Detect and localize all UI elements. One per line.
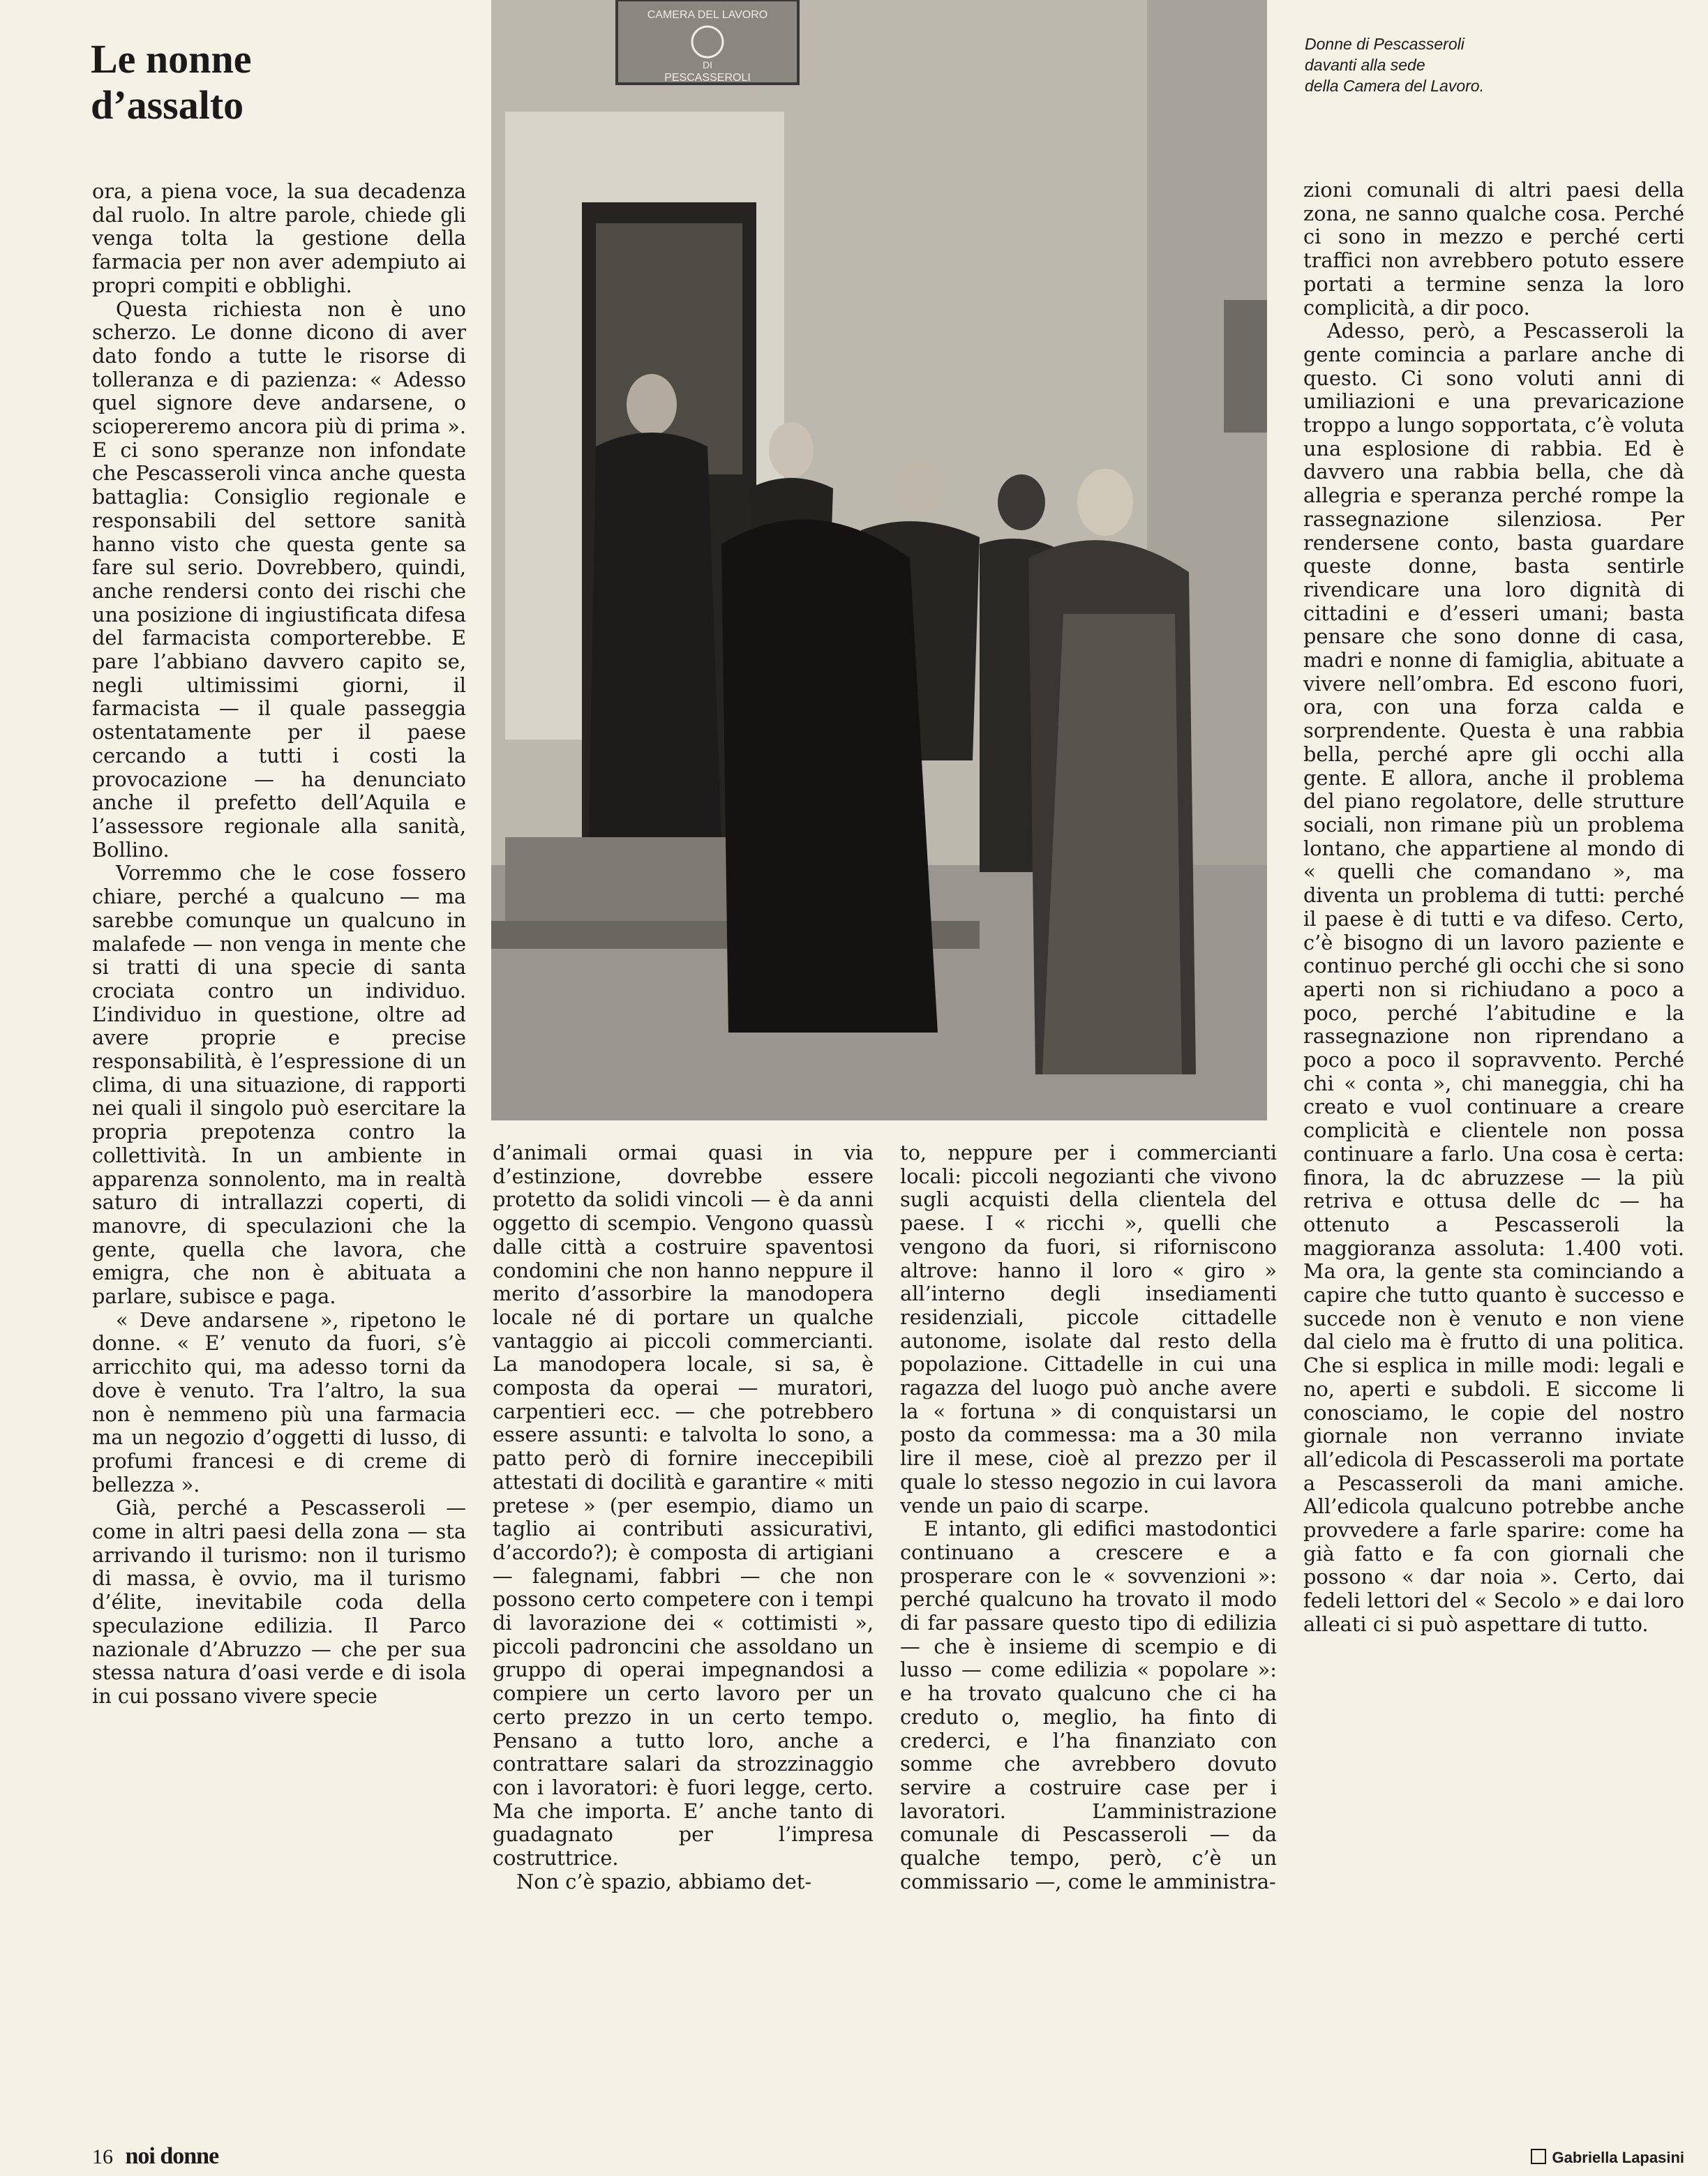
photo-illustration <box>491 0 1267 1120</box>
paragraph: d’animali ormai quasi in via d’estinzione, dovrebbe essere protetto da solidi vincoli — è da anni oggetto di scempio. Vengono quassù dalle città a costruire spaventosi condomini che non hanno neppure il merito d’assorbire la manodopera locale né di portare un qualche vantaggio ai piccoli commercianti. La manodopera locale, si sa, è composta da operai — muratori, carpentieri ecc. — che potrebbero essere assunti: e talvolta lo sono, a patto però di fornire ineccepibili attestati di docilità e garantire « miti pretese » (per esempio, diamo un taglio ai contributi assicurativi, d’accordo?); è composta di artigiani — falegnami, fabbri — che non possono certo competere con i tempi di lavorazione dei « cottimisti », piccoli padroncini che assoldano un gruppo di operai impegnandosi a compiere un certo lavoro per un certo prezzo in un certo tempo. Pensano a tutto loro, anche a contrattare salari da strozzinaggio con i lavoratori: è fuori legge, certo. Ma che importa. E’ anche tanto di guadagnato per l’impresa costruttrice. <box>493 1141 874 1870</box>
page-footer <box>92 2143 218 2170</box>
text-column-1 <box>92 180 466 1709</box>
title-line-2: d’assalto <box>91 82 244 128</box>
paragraph: Questa richiesta non è uno scherzo. Le donne dicono di aver dato fondo a tutte le risorse di tolleranza e di pazienza: « Adesso quel signore deve andarsene, o sciopereremo ancora più di prima ». E ci sono speranze non infondate che Pescasseroli vinca anche questa battaglia: Consiglio regionale e responsabili del settore sanità hanno visto che questa gente sa fare sul serio. Dovrebbero, quindi, anche rendersi conto dei rischi che una posizione di ingiustificata difesa del farmacista comporterebbe. E pare l’abbiano davvero capito se, negli ultimissimi giorni, il farmacista — il quale passeggia ostentatamente per il paese cercando a tutti i costi la provocazione — ha denunciato anche il prefetto dell’Aquila e l’assessore regionale alla sanità, Bollino. <box>92 297 466 862</box>
photo-caption <box>1305 33 1681 96</box>
paragraph: « Deve andarsene », ripetono le donne. « E’ venuto da fuori, s’è arricchito qui, ma adesso torni da dove è venuto. Tra l’altro, la sua non è nemmeno più una farmacia ma un negozio d’oggetti di lusso, di profumi francesi e di creme di bellezza ». <box>92 1307 466 1496</box>
sign-text-top: CAMERA DEL LAVORO <box>647 9 768 21</box>
author-name: Gabriella Lapasini <box>1552 2149 1684 2166</box>
page-number: 16 <box>92 2145 113 2168</box>
woman-back-foreground <box>721 519 938 1033</box>
article-title <box>91 36 321 128</box>
text-column-3 <box>900 1141 1277 1894</box>
text-column-2 <box>493 1141 874 1894</box>
sign-text-di: DI <box>703 59 712 70</box>
paragraph: E intanto, gli edifici mastodontici continuano a crescere e a prosperare con le « sovvenzioni »: perché qualcuno ha trovato il modo di far passare questo tipo di edilizia — che è insieme di scempio e di lusso — come edilizia « popolare »: e ha trovato qualcuno che ci ha creduto o, meglio, ha finto di crederci, e l’ha finanziato con somme che avrebbero dovuto servire a costruire case per i lavoratori. L’amministrazione comunale di Pescasseroli — da qualche tempo, però, c’è un commissario —, come le amministra- <box>900 1517 1277 1893</box>
caption-line: della Camera del Lavoro. <box>1305 77 1484 95</box>
paragraph: Già, perché a Pescasseroli — come in altri paesi della zona — sta arrivando il turismo: non il turismo di massa, è ovvio, ma il turismo d’élite, inevitabile coda della speculazione edilizia. Il Parco nazionale d’Abruzzo — che per sua stessa natura d’oasi verde e di isola in cui possano vivere specie <box>92 1496 466 1708</box>
title-line-1: Le nonne <box>91 36 252 82</box>
paragraph: zioni comunali di altri paesi della zona, ne sanno qualche cosa. Perché ci sono in mezzo e perché certi traffici non avrebbero potuto essere portati a termine senza la loro complicità, a dir poco. <box>1303 178 1684 320</box>
caption-line: davanti alla sede <box>1305 56 1425 74</box>
sign-text-bottom: PESCASSEROLI <box>664 72 751 84</box>
paragraph: to, neppure per i commercianti locali: piccoli negozianti che vivono sugli acquisti della clientela del paese. I « ricchi », quelli che vengono da fuori, si riforniscono altrove: hanno il loro « giro » all’interno degli insediamenti residenziali, piccole cittadelle autonome, isolate dal resto della popolazione. Cittadelle in cui una ragazza del luogo può anche avere la « fortuna » di conquistarsi un posto da commessa: ma a 30 mila lire il mese, cioè al prezzo per il quale lo stesso negozio in cui lavora vende un paio di scarpe. <box>900 1141 1277 1517</box>
caption-line: Donne di Pescasseroli <box>1305 35 1464 53</box>
article-photo <box>491 0 1267 1120</box>
text-column-4 <box>1303 179 1684 1637</box>
magazine-name: noi donne <box>125 2143 219 2169</box>
paragraph: Adesso, però, a Pescasseroli la gente comincia a parlare anche di questo. Ci sono voluti anni di umiliazioni e una prevaricazione troppo a lungo sopportata, c’è voluta una esplosione di rabbia. Ed è davvero una rabbia bella, che dà allegria e speranza perché rompe la rassegnazione silenziosa. Per rendersene conto, basta guardare queste donne, basta sentirle rivendicare una loro dignità di cittadini e d’esseri umani; basta pensare che sono donne di casa, madri e nonne di famiglia, abituate a vivere nell’ombra. Ed escono fuori, ora, con una forza calda e sorprendente. Questa è una rabbia bella, perché apre gli occhi alla gente. E allora, anche il problema del piano regolatore, delle strutture sociali, non rimane più un problema lontano, che appartiene al mondo di « quelli che comandano », ma diventa un problema di tutti: perché il paese è di tutti e va difeso. Certo, c’è bisogno di un lavoro paziente e continuo perché gli occhi che si sono aperti non si richiudano a poco a poco, perché l’abitudine e la rassegnazione non riprendano a poco a poco il sopravvento. Perché chi « conta », chi maneggia, chi ha creato e vuol continuare a creare complicità e clientele non possa continuare a farlo. Una cosa è certa: finora, la dc abruzzese — la più retriva e ottusa delle dc — ha ottenuto a Pescasseroli la maggioranza assoluta: 1.400 voti. Ma ora, la gente sta cominciando a capire che tutto quanto è successo e succede non è venuto e non viene dal cielo ma è frutto di una politica. Che si esplica in mille modi: legali e no, aperti e subdoli. E siccome li conosciamo, le copie del nostro giornale non verranno inviate all’edicola di Pescasseroli ma portate a Pescasseroli da mani amiche. All’edicola qualcuno potrebbe anche provvedere a farle sparire: come ha già fatto e fa con giornali che possono « dar noia ». Certo, dai fedeli lettori del « Secolo » e dai loro alleati ci si può aspettare di tutto. <box>1303 319 1684 1636</box>
paragraph: Non c’è spazio, abbiamo det- <box>516 1869 812 1893</box>
paragraph: Vorremmo che le cose fossero chiare, perché a qualcuno — ma sarebbe comunque un qualcuno in malafede — non venga in mente che si tratti di una specie di santa crociata contro un individuo. L’individuo in questione, oltre ad avere proprie e precise responsabilità, è l’espressione di un clima, di una situazione, di rapporti nei quali il singolo può esercitare la propria prepotenza contro la collettività. In un ambiente in apparenza sonnolento, ma in realtà saturo di intrallazzi coperti, di manovre, di speculazioni che la gente, quella che lavora, che emigra, che non è abituata a parlare, subisce e paga. <box>92 861 466 1309</box>
window-shutter <box>1224 300 1267 433</box>
plaid-dress <box>1042 614 1182 1074</box>
paragraph: ora, a piena voce, la sua decadenza dal ruolo. In altre parole, chiede gli venga tolta la gestione della farmacia per non aver adempiuto ai propri compiti e obblighi. <box>92 179 466 297</box>
author-byline <box>1301 2149 1684 2167</box>
square-bullet-icon <box>1531 2149 1546 2164</box>
